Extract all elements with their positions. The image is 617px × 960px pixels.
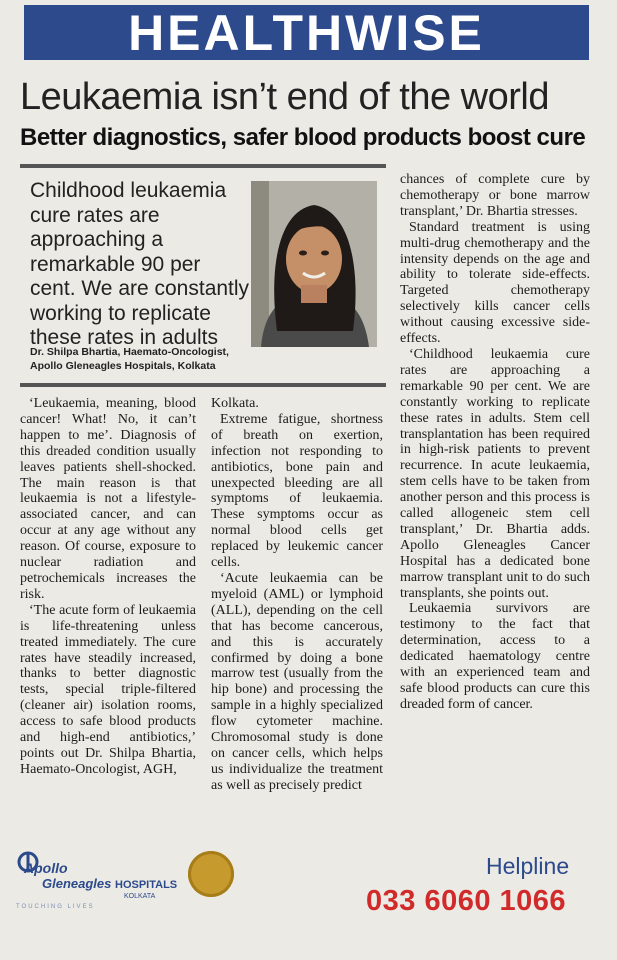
article-column-1	[20, 396, 196, 778]
helpline-label: Helpline	[486, 853, 570, 879]
bottom-rule	[20, 383, 386, 387]
subheadline: Better diagnostics, safer blood products boost cure	[20, 124, 586, 151]
masthead-title: HEALTHWISE	[128, 4, 485, 61]
article-column-3	[400, 172, 590, 713]
paragraph: chances of complete cure by chemotherapy or bone marrow transplant,’ Dr. Bhartia stresses.	[400, 172, 590, 219]
article-column-2	[211, 396, 383, 794]
top-rule	[20, 164, 386, 168]
paragraph: Leukaemia survivors are testimony to the fact that determination, access to a dedicated haematology centre with an experienced team and safe blood products can cure this dreaded form of cancer.	[400, 601, 590, 712]
brand-gleneagles	[42, 876, 177, 891]
brand-tagline: TOUCHING LIVES	[16, 904, 95, 910]
apollo-logo	[14, 850, 179, 915]
portrait-photo	[251, 181, 377, 347]
masthead-banner	[24, 5, 589, 60]
headline: Leukaemia isn’t end of the world	[20, 76, 549, 118]
paragraph: ‘The acute form of leukaemia is life-threatening unless treated immediately. The cure rates have steadily increased, thanks to better diagnostic tests, special triple-filtered (cleaner air) isolation rooms, access to safe blood products and high-end antibiotics,’ points out Dr. Shilpa Bhartia, Haemato-Oncologist, AGH,	[20, 602, 196, 777]
paragraph: ‘Leukaemia, meaning, blood cancer! What! No, it can’t happen to me’. Diagnosis of this dreaded condition usually leaves patients shell-shocked. The main reason is that leukaemia is not a lifestyle-associated cancer, and can occur at any age without any reason. Of course, exposure to nuclear radiation and petrochemicals increases the risk.	[20, 396, 196, 602]
pull-quote: Childhood leukaemia cure rates are approaching a remarkable 90 per cent. We are constantly working to replicate these rates in adults	[30, 179, 250, 349]
paragraph: ‘Childhood leukaemia cure rates are approaching a remarkable 90 per cent. We are constantly working to replicate these rates in adults. Stem cell transplantation has been required in high-risk patients to prevent recurrence. In acute leukaemia, stem cells have to be taken from another person and this process is called allogeneic stem cell transplant,’ Dr. Bhartia adds. Apollo Gleneagles Cancer Hospital has a dedicated bone marrow transplant unit to do such transplants, she points out.	[400, 346, 590, 601]
brand-city: KOLKATA	[124, 893, 156, 900]
accreditation-seal-icon	[188, 851, 234, 897]
credit-line-1: Dr. Shilpa Bhartia, Haemato-Oncologist,	[30, 346, 229, 358]
helpline-number: 033 6060 1066	[366, 885, 567, 917]
credit-line-2: Apollo Gleneagles Hospitals, Kolkata	[30, 360, 216, 372]
paragraph: Standard treatment is using multi-drug chemotherapy and the intensity depends on the age and ability to tolerate side-effects. Targeted chemotherapy selectively kills cancer cells without causing excessive side-effects.	[400, 219, 590, 347]
brand-apollo: Apollo	[24, 860, 68, 876]
paragraph: Kolkata.	[211, 396, 259, 411]
paragraph: Extreme fatigue, shortness of breath on exertion, infection not responding to antibiotics, bone pain and unexpected bleeding are all symptoms of leukaemia. These symptoms occur as normal blood cells get replaced by leukemic cancer cells.	[211, 411, 383, 571]
paragraph: ‘Acute leukaemia can be myeloid (AML) or lymphoid (ALL), depending on the cell that has become cancerous, and this is accurately confirmed by doing a bone marrow test (usually from the hip bone) and processing the sample in a highly specialized flow cytometer machine. Chromosomal study is done on cancer cells, which helps us individualize the treatment as well as precisely predict	[211, 570, 383, 793]
brand-gleneagles-text: Gleneagles	[42, 876, 112, 891]
photo-credit	[30, 345, 260, 373]
brand-hospitals: HOSPITALS	[115, 879, 178, 891]
